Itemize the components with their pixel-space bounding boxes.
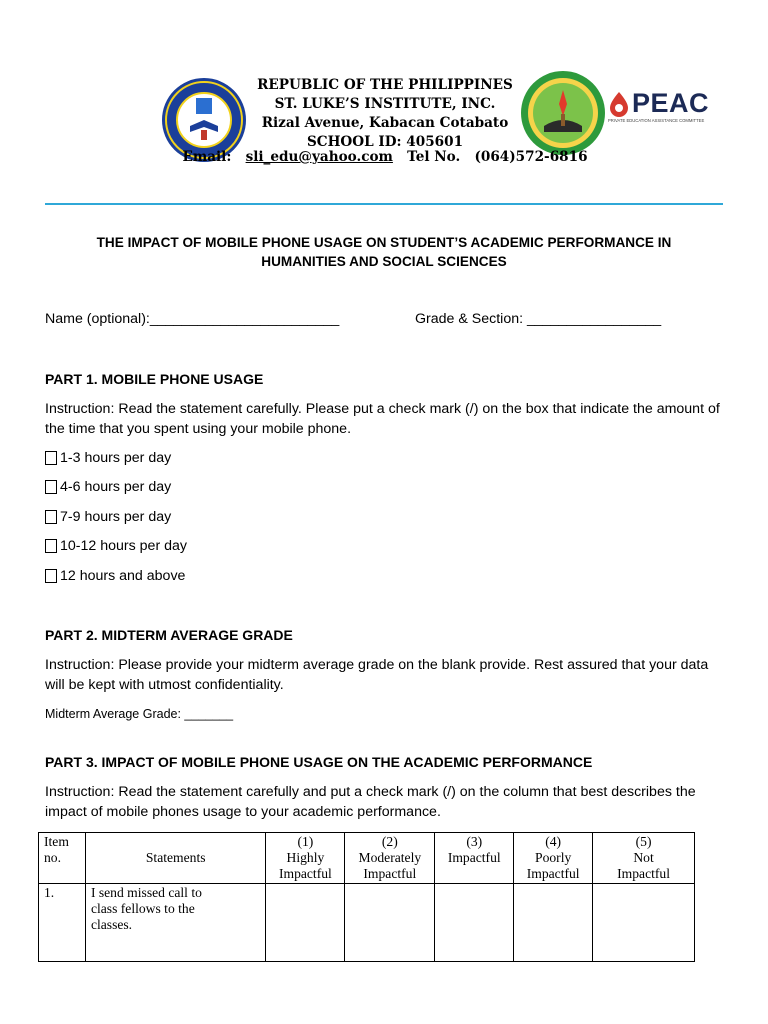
header-text: Impactful — [447, 850, 501, 865]
part2-heading: PART 2. MIDTERM AVERAGE GRADE — [45, 627, 293, 643]
division-seal-logo — [520, 70, 606, 156]
checkbox[interactable] — [45, 569, 57, 583]
rating-cell-4[interactable] — [514, 884, 593, 962]
usage-option[interactable] — [45, 538, 187, 554]
rating-cell-5[interactable] — [593, 884, 695, 962]
rating-cell-2[interactable] — [345, 884, 435, 962]
statement-text: I send missed call to — [90, 885, 202, 900]
title-line: THE IMPACT OF MOBILE PHONE USAGE ON STUDENT’S ACADEMIC PERFORMANCE IN — [96, 235, 672, 250]
header-text: Impactful — [363, 866, 417, 881]
option-label: 4-6 hours per day — [60, 479, 172, 495]
school-line: Rizal Avenue, Kabacan Cotabato — [261, 115, 509, 131]
header-statements: Statements — [85, 833, 266, 884]
checkbox[interactable] — [45, 480, 57, 494]
peac-logo — [608, 88, 716, 128]
peac-wordmark: PEAC — [632, 88, 710, 118]
option-label: 1-3 hours per day — [60, 450, 172, 466]
statement-text: class fellows to the — [90, 901, 195, 916]
option-label: 10-12 hours per day — [60, 538, 187, 554]
header-text: Not — [633, 850, 654, 865]
part3-instruction: Instruction: Read the statement carefully and put a check mark (/) on the column that best describes the impact of mobile phones usage to your academic performance. — [45, 784, 696, 820]
statement-cell — [85, 884, 266, 962]
grade-section-field[interactable]: Grade & Section: _________________ — [415, 311, 662, 327]
rating-cell-1[interactable] — [266, 884, 345, 962]
tel-label: Tel No. — [407, 149, 461, 165]
statement-text: classes. — [90, 917, 133, 932]
school-line: SCHOOL ID: 405601 — [306, 134, 464, 150]
checkbox[interactable] — [45, 510, 57, 524]
rating-cell-3[interactable] — [435, 884, 514, 962]
part1-instruction: Instruction: Read the statement carefully. Please put a check mark (/) on the box that indicate the amount of the time that you spent using your mobile phone. — [45, 401, 720, 437]
part2-instruction: Instruction: Please provide your midterm average grade on the blank provide. Rest assured that your data will be kept with utmost confidentiality. — [45, 657, 709, 693]
header-moderately-impactful — [345, 833, 435, 884]
checkbox[interactable] — [45, 451, 57, 465]
table-header-row — [39, 833, 695, 884]
header-text: (4) — [545, 834, 562, 849]
header-text: (1) — [297, 834, 314, 849]
school-info — [255, 76, 515, 152]
school-line: REPUBLIC OF THE PHILIPPINES — [257, 77, 513, 93]
peac-mark-icon — [608, 91, 630, 117]
document-title — [45, 233, 723, 271]
header-text: Poorly — [535, 850, 572, 865]
contact-line — [150, 149, 620, 165]
header-text: Impactful — [617, 866, 670, 881]
header-text: Moderately — [358, 850, 422, 865]
header-divider — [45, 203, 723, 205]
header-text: Impactful — [278, 866, 332, 881]
checkbox[interactable] — [45, 539, 57, 553]
part1-heading: PART 1. MOBILE PHONE USAGE — [45, 371, 264, 387]
school-line: ST. LUKE’S INSTITUTE, INC. — [274, 96, 496, 112]
option-label: 7-9 hours per day — [60, 509, 172, 525]
usage-option[interactable] — [45, 568, 185, 584]
midterm-grade-field[interactable]: Midterm Average Grade: _______ — [45, 707, 234, 721]
header-text: (3) — [466, 834, 483, 849]
table-row — [39, 884, 695, 962]
header-item-no — [39, 833, 86, 884]
header-text: Highly — [286, 850, 325, 865]
usage-option[interactable] — [45, 450, 171, 466]
letterhead — [0, 70, 768, 170]
name-field[interactable]: Name (optional):________________________ — [45, 311, 340, 327]
usage-option[interactable] — [45, 509, 171, 525]
header-not-impactful — [593, 833, 695, 884]
email-link[interactable]: sli_edu@yahoo.com — [245, 149, 393, 165]
option-label: 12 hours and above — [60, 568, 186, 584]
title-line: HUMANITIES AND SOCIAL SCIENCES — [261, 254, 507, 269]
header-text: (5) — [635, 834, 652, 849]
part3-heading: PART 3. IMPACT OF MOBILE PHONE USAGE ON THE ACADEMIC PERFORMANCE — [45, 754, 593, 770]
header-highly-impactful — [266, 833, 345, 884]
header-text: Impactful — [526, 866, 580, 881]
email-label: Email: — [182, 149, 232, 165]
tel-number: (064)572-6816 — [474, 149, 588, 165]
header-text: Item — [44, 834, 69, 849]
item-number: 1. — [39, 884, 86, 962]
header-text: (2) — [381, 834, 398, 849]
header-poorly-impactful — [514, 833, 593, 884]
usage-option[interactable] — [45, 479, 171, 495]
header-text: no. — [44, 850, 61, 865]
impact-table — [38, 832, 695, 962]
header-impactful — [435, 833, 514, 884]
peac-subtitle: PRIVATE EDUCATION ASSISTANCE COMMITTEE — [608, 118, 705, 123]
